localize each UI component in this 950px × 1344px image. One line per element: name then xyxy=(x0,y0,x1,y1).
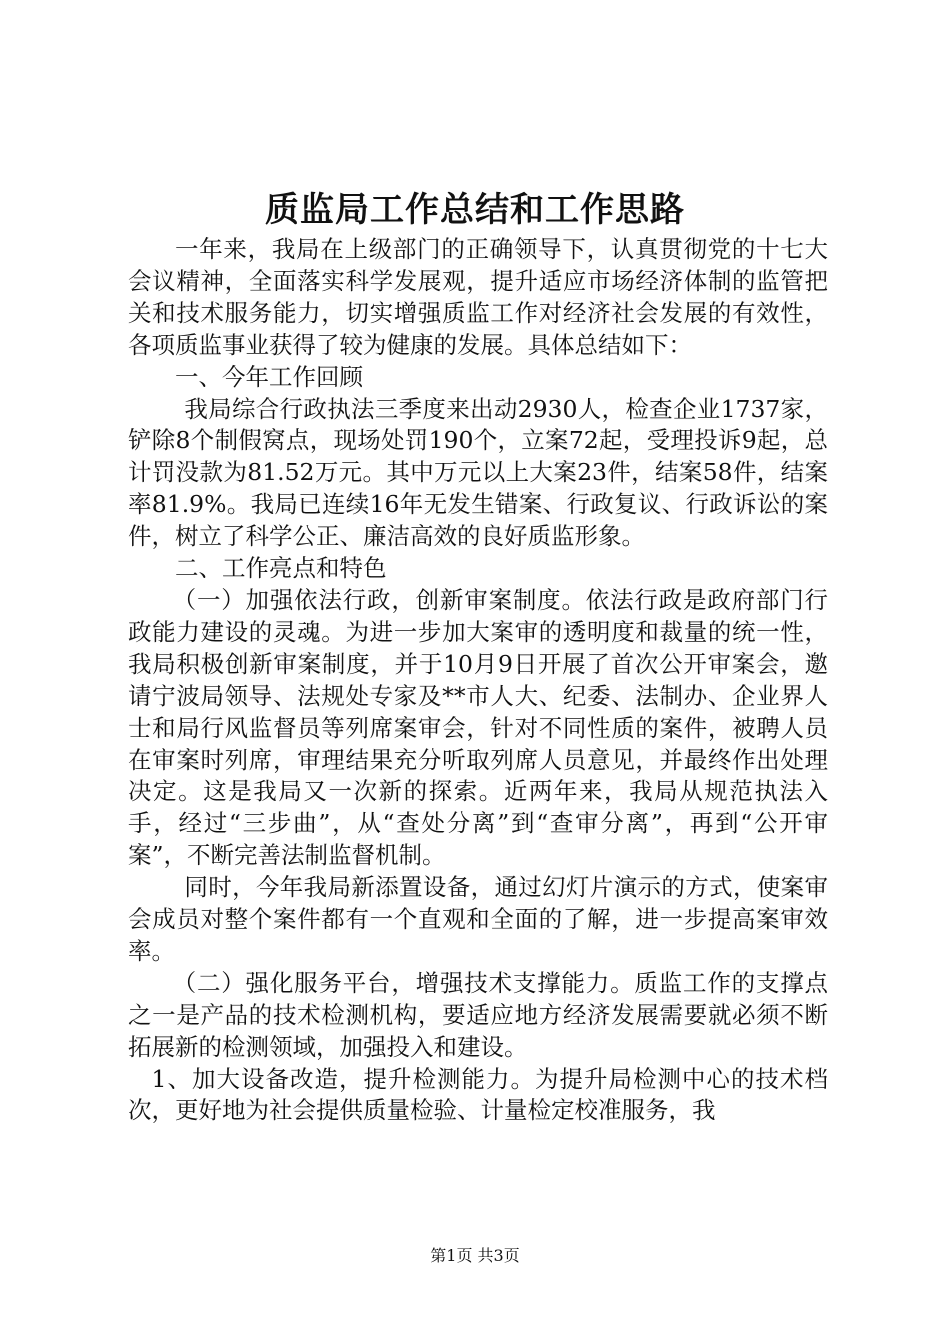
paragraph-intro: 一年来，我局在上级部门的正确领导下，认真贯彻党的十七大会议精神，全面落实科学发展观，提升适应市场经济体制的监管把关和技术服务能力，切实增强质监工作对经济社会发展的有效性，各项质监事业获得了较为健康的发展。具体总结如下： xyxy=(128,235,828,359)
paragraph-device-upgrade: 1、加大设备改造，提升检测能力。为提升局检测中心的技术档次，更好地为社会提供质量检验、计量检定校准服务，我 xyxy=(128,1064,828,1125)
document-body xyxy=(128,234,828,1127)
page-footer: 第1页 共3页 xyxy=(430,1246,520,1265)
section-heading-review: 一、今年工作回顾 xyxy=(175,362,363,391)
document-title: 质监局工作总结和工作思路 xyxy=(265,190,685,230)
paragraph-highlight-1: （一）加强依法行政，创新审案制度。依法行政是政府部门行政能力建设的灵魂。为进一步加大案审的透明度和裁量的统一性，我局积极创新审案制度，并于10月9日开展了首次公开审案会，邀请宁波局领导、法规处专家及**市人大、纪委、法制办、企业界人士和局行风监督员等列席案审会，针对不同性质的案件，被聘人员在审案时列席，审理结果充分听取列席人员意见，并最终作出处理决定。这是我局又一次新的探索。近两年来，我局从规范执法入手，经过“三步曲”，从“查处分离”到“查审分离”，再到“公开审案”，不断完善法制监督机制。 xyxy=(128,585,828,870)
section-heading-highlights: 二、工作亮点和特色 xyxy=(175,554,387,583)
paragraph-equipment: 同时，今年我局新添置设备，通过幻灯片演示的方式，使案审会成员对整个案件都有一个直观和全面的了解，进一步提高案审效率。 xyxy=(128,873,828,965)
paragraph-review: 我局综合行政执法三季度来出动2930人，检查企业1737家，铲除8个制假窝点，现场处罚190个，立案72起，受理投诉9起，总计罚没款为81.52万元。其中万元以上大案23件，结案58件，结案率81.9%。我局已连续16年无发生错案、行政复议、行政诉讼的案件，树立了科学公正、廉洁高效的良好质监形象。 xyxy=(128,394,828,551)
paragraph-highlight-2: （二）强化服务平台，增强技术支撑能力。质监工作的支撑点之一是产品的技术检测机构，要适应地方经济发展需要就必须不断拓展新的检测领域，加强投入和建设。 xyxy=(128,968,828,1061)
